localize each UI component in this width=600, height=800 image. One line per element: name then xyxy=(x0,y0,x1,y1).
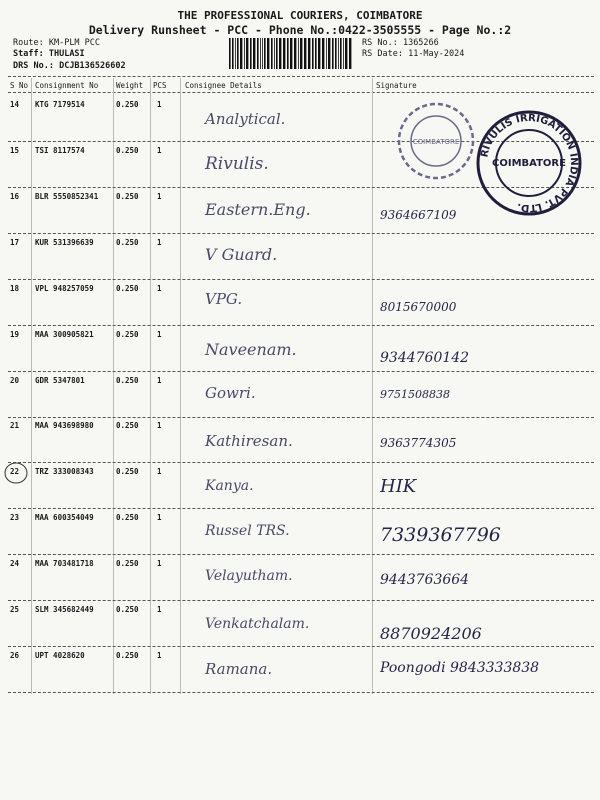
row-sno: 19 xyxy=(10,330,20,339)
col-header-weight: Weight xyxy=(116,81,144,90)
row-signature: 9443763664 xyxy=(380,572,470,588)
drs-line xyxy=(13,61,126,72)
row-divider xyxy=(8,371,594,372)
row-signature: 7339367796 xyxy=(380,524,501,546)
row-consignee-handwriting: Rivulis. xyxy=(205,154,269,174)
row-weight: 0.250 xyxy=(116,330,139,339)
row-sno: 25 xyxy=(10,605,20,614)
row-pcs: 1 xyxy=(157,146,162,155)
row-signature: 9364667109 xyxy=(380,208,457,222)
row-consignment: MAA 600354049 xyxy=(35,513,94,522)
row-pcs: 1 xyxy=(157,513,162,522)
barcode-bar xyxy=(264,38,266,69)
row-consignment: UPT 4028620 xyxy=(35,651,85,660)
col-header-signature: Signature xyxy=(376,81,417,90)
barcode-bar xyxy=(290,38,292,69)
barcode-bar xyxy=(283,38,285,69)
rs-date-label: RS Date: xyxy=(362,49,403,59)
row-weight: 0.250 xyxy=(116,651,139,660)
row-signature: HIK xyxy=(380,476,417,497)
row-consignee-handwriting: Ramana. xyxy=(205,660,273,678)
row-weight: 0.250 xyxy=(116,192,139,201)
row-sno: 26 xyxy=(10,651,20,660)
row-pcs: 1 xyxy=(157,559,162,568)
barcode-bar xyxy=(335,38,337,69)
row-signature: 8015670000 xyxy=(380,300,457,314)
barcode-bar xyxy=(298,38,299,69)
row-divider xyxy=(8,279,594,280)
col-header-consignment: Consignment No xyxy=(35,81,99,90)
rs-date-value: 11-May-2024 xyxy=(408,49,465,59)
row-consignee-handwriting: Analytical. xyxy=(205,110,286,128)
row-sno: 24 xyxy=(10,559,20,568)
row-consignee-handwriting: Russel TRS. xyxy=(205,523,290,539)
barcode-bar xyxy=(300,38,302,69)
rs-date-line xyxy=(362,49,464,60)
row-divider xyxy=(8,692,594,693)
barcode-bar xyxy=(237,38,239,69)
col-header-pcs: PCS xyxy=(153,81,167,90)
rivulis-stamp-city: COIMBATORE xyxy=(492,158,566,169)
row-weight: 0.250 xyxy=(116,605,139,614)
row-weight: 0.250 xyxy=(116,238,139,247)
rs-no-label: RS No.: xyxy=(362,38,398,48)
row-consignee-handwriting: Kathiresan. xyxy=(205,432,293,450)
row-divider xyxy=(8,233,594,234)
row-consignment: SLM 345682449 xyxy=(35,605,94,614)
row-pcs: 1 xyxy=(157,467,162,476)
row-divider xyxy=(8,646,594,647)
row-consignment: KTG 7179514 xyxy=(35,100,85,109)
barcode-bar xyxy=(328,38,330,69)
row-pcs: 1 xyxy=(157,651,162,660)
col-header-sno: S No xyxy=(10,81,29,90)
row-sno: 18 xyxy=(10,284,20,293)
barcode-bar xyxy=(274,38,275,69)
barcode-bar xyxy=(308,38,310,69)
row-sno: 22 xyxy=(10,467,20,476)
row-consignee-handwriting: Venkatchalam. xyxy=(205,616,310,632)
staff-label: Staff: xyxy=(13,49,44,59)
row-weight: 0.250 xyxy=(116,559,139,568)
row-sno: 21 xyxy=(10,421,20,430)
barcode-bar xyxy=(262,38,263,69)
row-weight: 0.250 xyxy=(116,100,139,109)
col-divider xyxy=(150,78,151,694)
row-pcs: 1 xyxy=(157,330,162,339)
row-consignment: KUR 531396639 xyxy=(35,238,94,247)
barcode-bar xyxy=(276,38,278,69)
row-consignment: VPL 948257059 xyxy=(35,284,94,293)
barcode-bar xyxy=(260,38,261,69)
row-signature: 9344760142 xyxy=(380,350,470,366)
circled-row-mark xyxy=(3,461,29,487)
staff-line xyxy=(13,49,85,60)
barcode-bar xyxy=(240,38,242,69)
rivulis-stamp-ring-text: RIVULIS IRRIGATION INDIA PVT. LTD. xyxy=(479,112,580,214)
row-weight: 0.250 xyxy=(116,146,139,155)
col-header-consignee: Consignee Details xyxy=(185,81,262,90)
row-weight: 0.250 xyxy=(116,421,139,430)
row-sno: 17 xyxy=(10,238,20,247)
barcode-bar xyxy=(349,38,351,69)
barcode-bar xyxy=(279,38,281,69)
rivulis-stamp xyxy=(474,108,584,218)
staff-value: THULASI xyxy=(48,49,85,59)
barcode-bar xyxy=(315,38,317,69)
row-consignment: BLR 5550852341 xyxy=(35,192,99,201)
row-divider xyxy=(8,554,594,555)
drs-label: DRS No.: xyxy=(13,61,54,71)
row-divider xyxy=(8,600,594,601)
row-signature: 9751508838 xyxy=(380,388,450,401)
row-pcs: 1 xyxy=(157,192,162,201)
col-divider xyxy=(180,78,181,694)
barcode-bar xyxy=(332,38,334,69)
row-divider xyxy=(8,417,594,418)
route-value: KM-PLM PCC xyxy=(48,38,101,48)
barcode xyxy=(228,38,355,69)
barcode-bar xyxy=(338,38,339,69)
row-consignment: GDR 5347801 xyxy=(35,376,85,385)
barcode-bar xyxy=(232,38,234,69)
row-sno: 14 xyxy=(10,100,20,109)
row-pcs: 1 xyxy=(157,284,162,293)
barcode-bar xyxy=(322,38,324,69)
row-signature: Poongodi 9843333838 xyxy=(380,660,540,676)
row-divider xyxy=(8,325,594,326)
row-signature: 9363774305 xyxy=(380,436,457,450)
row-consignment: MAA 703481718 xyxy=(35,559,94,568)
col-divider xyxy=(31,78,32,694)
header-rule-bottom xyxy=(8,92,594,93)
barcode-bar xyxy=(304,38,306,69)
row-consignee-handwriting: VPG. xyxy=(205,290,243,308)
runsheet-title: Delivery Runsheet - PCC - Phone No.:0422-3505555 - Page No.:2 xyxy=(88,23,512,37)
rs-no-line xyxy=(362,38,439,49)
row-consignee-handwriting: V Guard. xyxy=(205,245,278,264)
barcode-bar xyxy=(271,38,273,69)
barcode-bar xyxy=(229,38,231,69)
barcode-bar xyxy=(253,38,255,69)
row-weight: 0.250 xyxy=(116,467,139,476)
row-signature: 8870924206 xyxy=(380,624,482,643)
row-sno: 20 xyxy=(10,376,20,385)
row-consignee-handwriting: Gowri. xyxy=(205,384,256,402)
barcode-bar xyxy=(343,38,344,69)
row-pcs: 1 xyxy=(157,100,162,109)
row-divider xyxy=(8,508,594,509)
rs-no-value: 1365266 xyxy=(402,38,439,48)
barcode-bar xyxy=(244,38,245,69)
row-pcs: 1 xyxy=(157,605,162,614)
row-sno: 23 xyxy=(10,513,20,522)
barcode-bar xyxy=(340,38,342,69)
row-consignment: MAA 300905821 xyxy=(35,330,94,339)
row-pcs: 1 xyxy=(157,421,162,430)
row-weight: 0.250 xyxy=(116,376,139,385)
barcode-bar xyxy=(235,38,236,69)
round-stamp xyxy=(395,100,477,182)
barcode-bar xyxy=(326,38,327,69)
route-line xyxy=(13,38,100,49)
row-consignment: MAA 943698980 xyxy=(35,421,94,430)
row-sno: 16 xyxy=(10,192,20,201)
barcode-bar xyxy=(312,38,314,69)
row-weight: 0.250 xyxy=(116,284,139,293)
col-divider xyxy=(372,78,373,694)
barcode-bar xyxy=(287,38,289,69)
row-consignee-handwriting: Kanya. xyxy=(205,478,254,494)
barcode-bar xyxy=(345,38,347,69)
col-divider xyxy=(113,78,114,694)
row-pcs: 1 xyxy=(157,238,162,247)
row-consignee-handwriting: Naveenam. xyxy=(205,340,297,359)
row-weight: 0.250 xyxy=(116,513,139,522)
row-divider xyxy=(8,462,594,463)
row-consignment: TRZ 333008343 xyxy=(35,467,94,476)
barcode-bar xyxy=(267,38,269,69)
route-label: Route: xyxy=(13,38,44,48)
round-stamp-text: COIMBATORE xyxy=(412,138,460,146)
barcode-bar xyxy=(250,38,252,69)
row-pcs: 1 xyxy=(157,376,162,385)
drs-value: DCJB136526602 xyxy=(59,61,126,71)
company-title: THE PROFESSIONAL COURIERS, COIMBATORE xyxy=(177,9,423,22)
row-consignee-handwriting: Eastern.Eng. xyxy=(205,200,311,219)
header-rule-top xyxy=(8,76,594,77)
row-consignee-handwriting: Velayutham. xyxy=(205,568,293,584)
barcode-bar xyxy=(257,38,259,69)
row-consignment: TSI 8117574 xyxy=(35,146,85,155)
barcode-bar xyxy=(294,38,296,69)
barcode-bar xyxy=(318,38,320,69)
barcode-bar xyxy=(246,38,248,69)
row-sno: 15 xyxy=(10,146,20,155)
